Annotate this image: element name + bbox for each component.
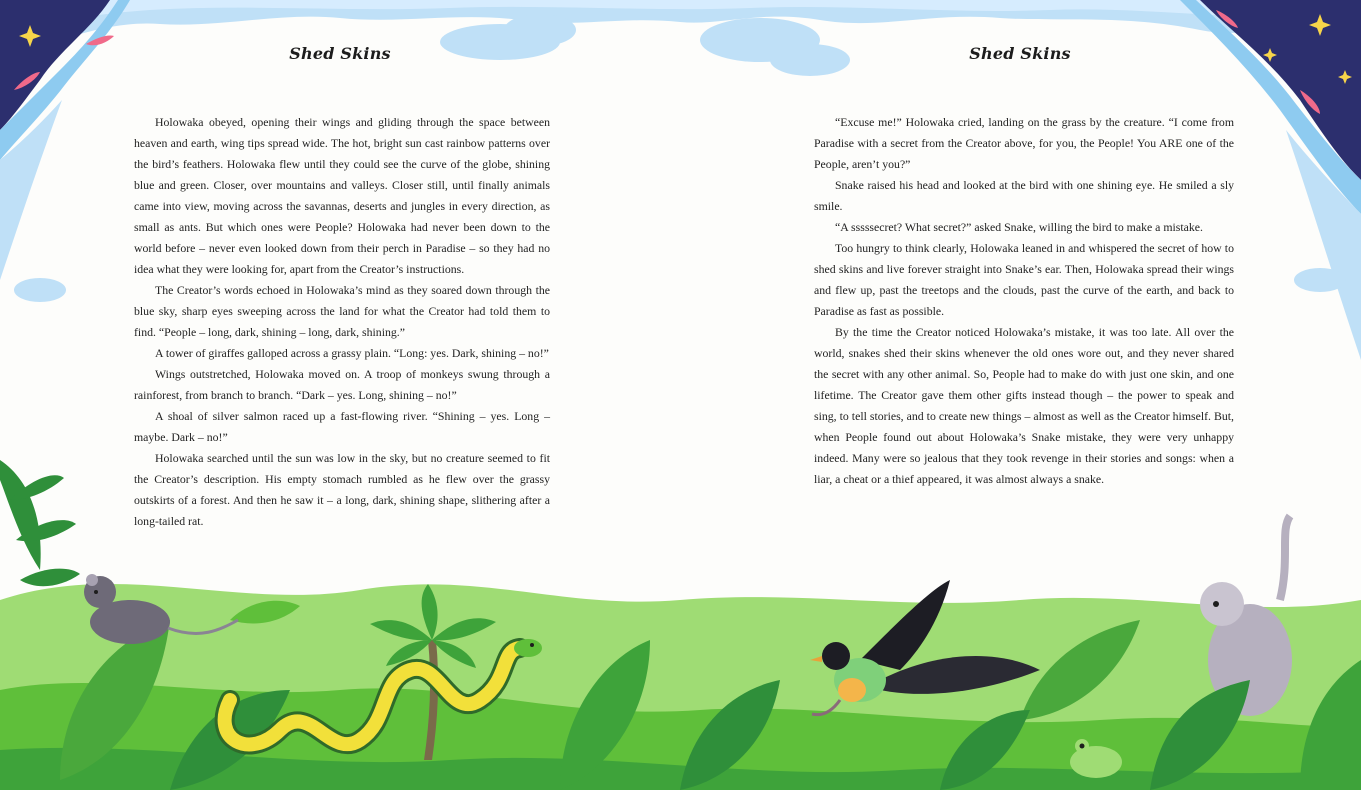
paragraph: “Excuse me!” Holowaka cried, landing on the grass by the creature. “I come from Paradise with a secret from the Creator above, for you, the People! You ARE one of the People, aren’t you?” bbox=[814, 115, 1234, 171]
paragraph: Holowaka searched until the sun was low in the sky, but no creature seemed to fit the Creator’s description. His empty stomach rumbled as he flew over the grassy outskirts of a forest. And then he saw it – a long, dark, shining shape, slithering after a long-tailed rat. bbox=[134, 451, 550, 528]
left-page bbox=[0, 0, 680, 790]
paragraph: Holowaka obeyed, opening their wings and gliding through the space between heaven and earth, wing tips spread wide. The hot, bright sun cast rainbow patterns over the bird’s feathers. Holowaka flew until they could see the curve of the globe, shining blue and green. Closer, over mountains and valleys. Closer still, until finally animals came into view, moving across the savannas, deserts and jungles in every direction, as small as ants. But which ones were People? Holowaka had never been down to the world before – never even looked down from their perch in Paradise – so they had no idea what they were looking for, apart from the Creator’s instructions. bbox=[134, 115, 550, 276]
right-page bbox=[680, 0, 1361, 790]
left-page-body bbox=[134, 112, 550, 532]
paragraph: Snake raised his head and looked at the bird with one shining eye. He smiled a sly smile. bbox=[814, 178, 1234, 213]
right-page-body bbox=[814, 112, 1234, 490]
paragraph: Wings outstretched, Holowaka moved on. A troop of monkeys swung through a rainforest, from branch to branch. “Dark – yes. Long, shining – no!” bbox=[134, 367, 550, 402]
running-head-right: Shed Skins bbox=[969, 44, 1071, 63]
paragraph: A shoal of silver salmon raced up a fast-flowing river. “Shining – yes. Long – maybe. Dark – no!” bbox=[134, 409, 550, 444]
running-head-left: Shed Skins bbox=[289, 44, 391, 63]
paragraph: A tower of giraffes galloped across a grassy plain. “Long: yes. Dark, shining – no!” bbox=[155, 346, 549, 360]
paragraph: By the time the Creator noticed Holowaka’s mistake, it was too late. All over the world, snakes shed their skins whenever the old ones wore out, and they never shared the secret with any other animal. So, People had to make do with just one skin, and one lifetime. The Creator gave them other gifts instead though – the power to speak and sing, to tell stories, and to create new things – almost as well as the Creator himself. But, when People found out about Holowaka’s Snake mistake, they were very unhappy indeed. Many were so jealous that they took revenge in their stories and songs: when a liar, a cheat or a thief appeared, it was almost always a snake. bbox=[814, 325, 1234, 486]
paragraph: “A sssssecret? What secret?” asked Snake, willing the bird to make a mistake. bbox=[835, 220, 1203, 234]
paragraph: The Creator’s words echoed in Holowaka’s mind as they soared down through the blue sky, sharp eyes sweeping across the land for what the Creator had told them to find. “People – long, dark, shining – long, dark, shining.” bbox=[134, 283, 550, 339]
paragraph: Too hungry to think clearly, Holowaka leaned in and whispered the secret of how to shed skins and live forever straight into Snake’s ear. Then, Holowaka spread their wings and flew up, past the treetops and the clouds, past the curve of the earth, and back to Paradise as fast as possible. bbox=[814, 241, 1234, 318]
